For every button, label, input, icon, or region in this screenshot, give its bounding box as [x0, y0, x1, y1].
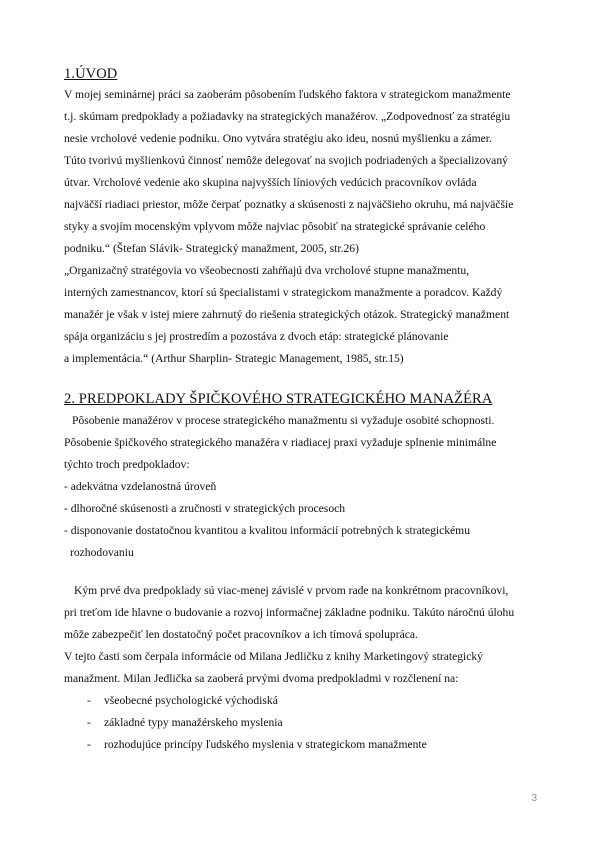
s1-line: t.j. skúmam predpoklady a požiadavky na strategických manažérov. „Zodpovednosť za stratégiu — [64, 110, 511, 123]
s1-line: Túto tvorivú myšlienkovú činnosť nemôže delegovať na svojich podriadených a špecializovaný — [64, 154, 508, 167]
s2-bullet-item: rozhodujúce princípy ľudského myslenia v strategickom manažmente — [104, 738, 427, 751]
s1-line: styky a svojím mocenským vplyvom môže najviac pôsobiť na strategické správanie celého — [64, 220, 486, 233]
s1-line: spája organizáciu s jej prostredím a pozostáva z dvoch etáp: strategické plánovanie — [64, 330, 449, 343]
s1-line: manažér je však v istej miere zahrnutý do riešenia strategických otázok. Strategický manažment — [64, 308, 510, 321]
s2-list-item: - disponovanie dostatočnou kvantitou a kvalitou informácií potrebných k strategickému — [64, 524, 471, 537]
s2-bullet-item: všeobecné psychologické východiská — [104, 694, 278, 707]
section-1-heading: 1.ÚVOD — [64, 66, 118, 82]
s1-line: „Organizačný stratégovia vo všeobecnosti zahŕňajú dva vrcholové stupne manažmentu, — [64, 264, 470, 277]
s1-line: najväčší riadiaci priestor, môže čerpať poznatky a skúsenosti z najväčšieho okruhu, má najväčšie — [64, 198, 514, 211]
s2-para-line: pri treťom ide hlavne o budovanie a rozvoj informačnej základne podniku. Takúto náročnú úlohu — [64, 606, 515, 619]
s2-para-line: V tejto časti som čerpala informácie od Milana Jedličku z knihy Marketingový strategický — [64, 650, 483, 663]
s2-list-item-cont: rozhodovaniu — [70, 546, 134, 559]
s2-intro-line: Pôsobenie manažérov v procese strategického manažmentu si vyžaduje osobité schopnosti. — [72, 414, 495, 427]
s1-line: podniku.“ (Štefan Slávik- Strategický manažment, 2005, str.26) — [64, 242, 359, 255]
s2-bullet-item: základné typy manažérskeho myslenia — [104, 716, 283, 729]
s2-intro-line: týchto troch predpokladov: — [64, 458, 190, 471]
s1-line: nesie vrcholové vedenie podniku. Ono vytvára stratégiu ako ideu, nosnú myšlienku a zámer. — [64, 132, 492, 145]
page-number: 3 — [531, 793, 537, 804]
s2-para-line: môže zabezpečiť len dostatočný počet pracovníkov a ich tímová spolupráca. — [64, 628, 418, 641]
s2-para-line: manažment. Milan Jedlička sa zaoberá prvými dvoma predpokladmi v rozčlenení na: — [64, 672, 459, 685]
s1-line: V mojej seminárnej práci sa zaoberám pôsobením ľudského faktora v strategickom manažmente — [64, 88, 511, 101]
s1-line: interných zamestnancov, ktorí sú špecialistami v strategickom manažmente a poradcov. Každý — [64, 286, 503, 299]
s2-list-item: - dlhoročné skúsenosti a zručnosti v strategických procesoch — [64, 502, 346, 515]
s2-list-item: - adekvátna vzdelanostná úroveň — [64, 480, 217, 493]
bullet-dash: - — [87, 694, 91, 707]
s2-intro-line: Pôsobenie špičkového strategického manažéra v riadiacej praxi vyžaduje splnenie minimálne — [64, 436, 497, 449]
bullet-dash: - — [87, 738, 91, 751]
section-2-heading: 2. PREDPOKLADY ŠPIČKOVÉHO STRATEGICKÉHO MANAŽÉRA — [64, 391, 493, 407]
bullet-dash: - — [87, 716, 91, 729]
s2-para-line: Kým prvé dva predpoklady sú viac-menej závislé v prvom rade na konkrétnom pracovníkovi, — [74, 584, 509, 597]
s1-line: útvar. Vrcholové vedenie ako skupina najvyšších líniových vedúcich pracovníkov ovláda — [64, 176, 477, 189]
s1-line: a implementácia.“ (Arthur Sharplin- Strategic Management, 1985, str.15) — [64, 352, 404, 365]
